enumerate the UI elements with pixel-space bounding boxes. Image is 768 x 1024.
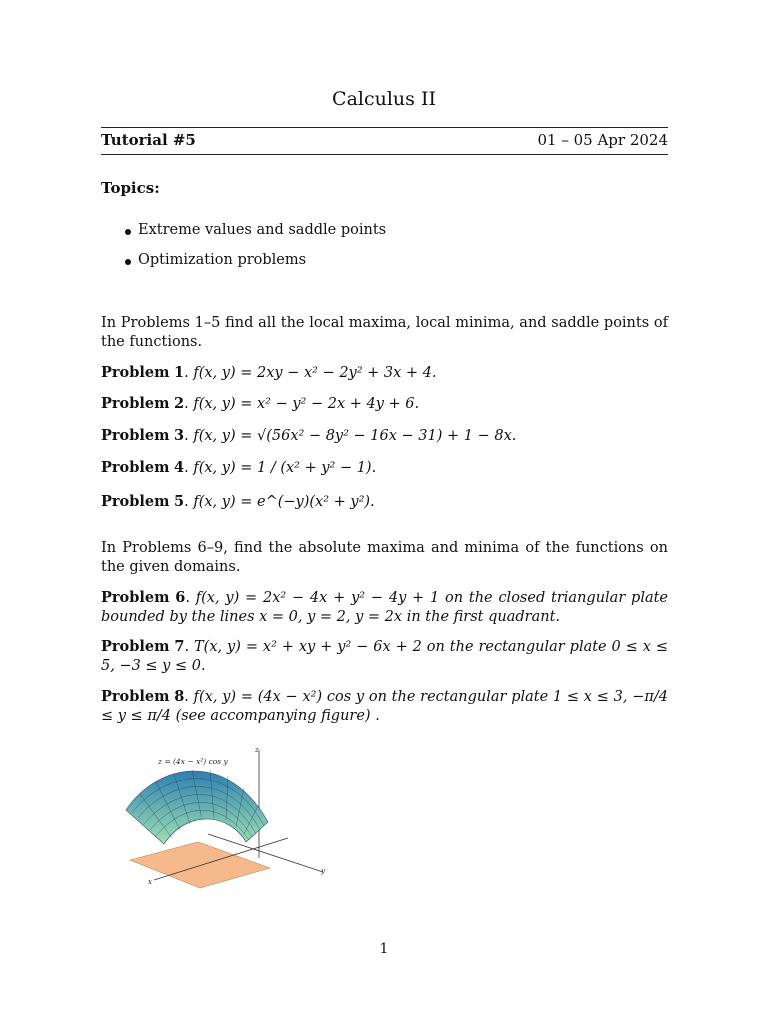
problem-number: 4 [174,459,185,476]
topics-heading: Topics: [101,179,160,197]
problem-word: Problem [101,493,170,510]
tutorial-header [101,131,668,149]
problem-6: Problem 6. f(x, y) = 2x² − 4x + y² − 4y + 1 on the closed triangular plate bounded by the lines x = 0, y = 2, y = 2x in the first quadrant. [101,589,669,625]
problem-text: f(x, y) = 1 / (x² + y² − 1). [193,460,377,476]
problem-text: f(x, y) = e^(−y)(x² + y²). [193,494,375,510]
problem-8: Problem 8. f(x, y) = (4x − x²) cos y on the rectangular plate 1 ≤ x ≤ 3, −π/4 ≤ y ≤ π/4 (see accompanying figure) . [101,688,669,724]
problem-number: 7 [174,638,185,655]
problem-word: Problem [101,638,170,655]
problem-word: Problem [101,459,170,476]
problem-3: Problem 3. f(x, y) = √(56x² − 8y² − 16x − 31) + 1 − 8x. [101,427,517,444]
problem-number: 2 [174,395,185,412]
problem-number: 1 [174,364,185,381]
topic-item: Optimization problems [101,252,386,282]
document-title: Calculus II [332,88,436,110]
problem-text: f(x, y) = 2xy − x² − 2y² + 3x + 4. [193,365,437,381]
problem-5: Problem 5. f(x, y) = e^(−y)(x² + y²). [101,493,375,510]
problem-7: Problem 7. T(x, y) = x² + xy + y² − 6x + 2 on the rectangular plate 0 ≤ x ≤ 5, −3 ≤ y ≤ 0. [101,638,669,674]
topic-item: Extreme values and saddle points [101,222,386,252]
intro-paragraph-1: In Problems 1–5 find all the local maxima, local minima, and saddle points of the functions. [101,315,668,350]
problem-word: Problem [101,427,170,444]
problem-number: 5 [174,493,185,510]
topics-list [101,222,386,282]
tutorial-label: Tutorial #5 [101,131,196,149]
tutorial-dates: 01 – 05 Apr 2024 [537,131,668,149]
header-top-rule [101,127,668,128]
problem-word: Problem [101,589,170,606]
surface-patch [126,771,268,844]
problem-text: f(x, y) = 2x² − 4x + y² − 4y + 1 on the closed triangular plate bounded by the lines x = 0, y = 2, y = 2x in the first quadrant. [101,590,669,625]
axis-x-label: x [148,878,152,886]
intro-paragraph-2: In Problems 6–9, find the absolute maxima and minima of the functions on the given domains. [101,540,668,575]
surface-equation-label: z = (4x − x²) cos y [158,757,228,766]
problem-2: Problem 2. f(x, y) = x² − y² − 2x + 4y + 6. [101,395,420,412]
problem-text: f(x, y) = √(56x² − 8y² − 16x − 31) + 1 − 8x. [193,428,517,444]
surface-figure [118,742,338,892]
problem-1: Problem 1. f(x, y) = 2xy − x² − 2y² + 3x + 4. [101,364,437,381]
problem-word: Problem [101,395,170,412]
header-bottom-rule [101,154,668,155]
problem-number: 8 [174,688,185,705]
problem-text: f(x, y) = (4x − x²) cos y on the rectangular plate 1 ≤ x ≤ 3, −π/4 ≤ y ≤ π/4 (see accompanying figure) . [101,689,669,724]
axis-y-label: y [321,867,325,875]
problem-4: Problem 4. f(x, y) = 1 / (x² + y² − 1). [101,459,377,476]
problem-number: 6 [175,589,186,606]
problem-word: Problem [101,688,170,705]
problem-text: T(x, y) = x² + xy + y² − 6x + 2 on the rectangular plate 0 ≤ x ≤ 5, −3 ≤ y ≤ 0. [101,639,669,674]
axis-z-label: z [255,746,259,754]
problem-text: f(x, y) = x² − y² − 2x + 4y + 6. [193,396,420,412]
problem-word: Problem [101,364,170,381]
page-number: 1 [379,941,389,957]
problem-number: 3 [174,427,185,444]
